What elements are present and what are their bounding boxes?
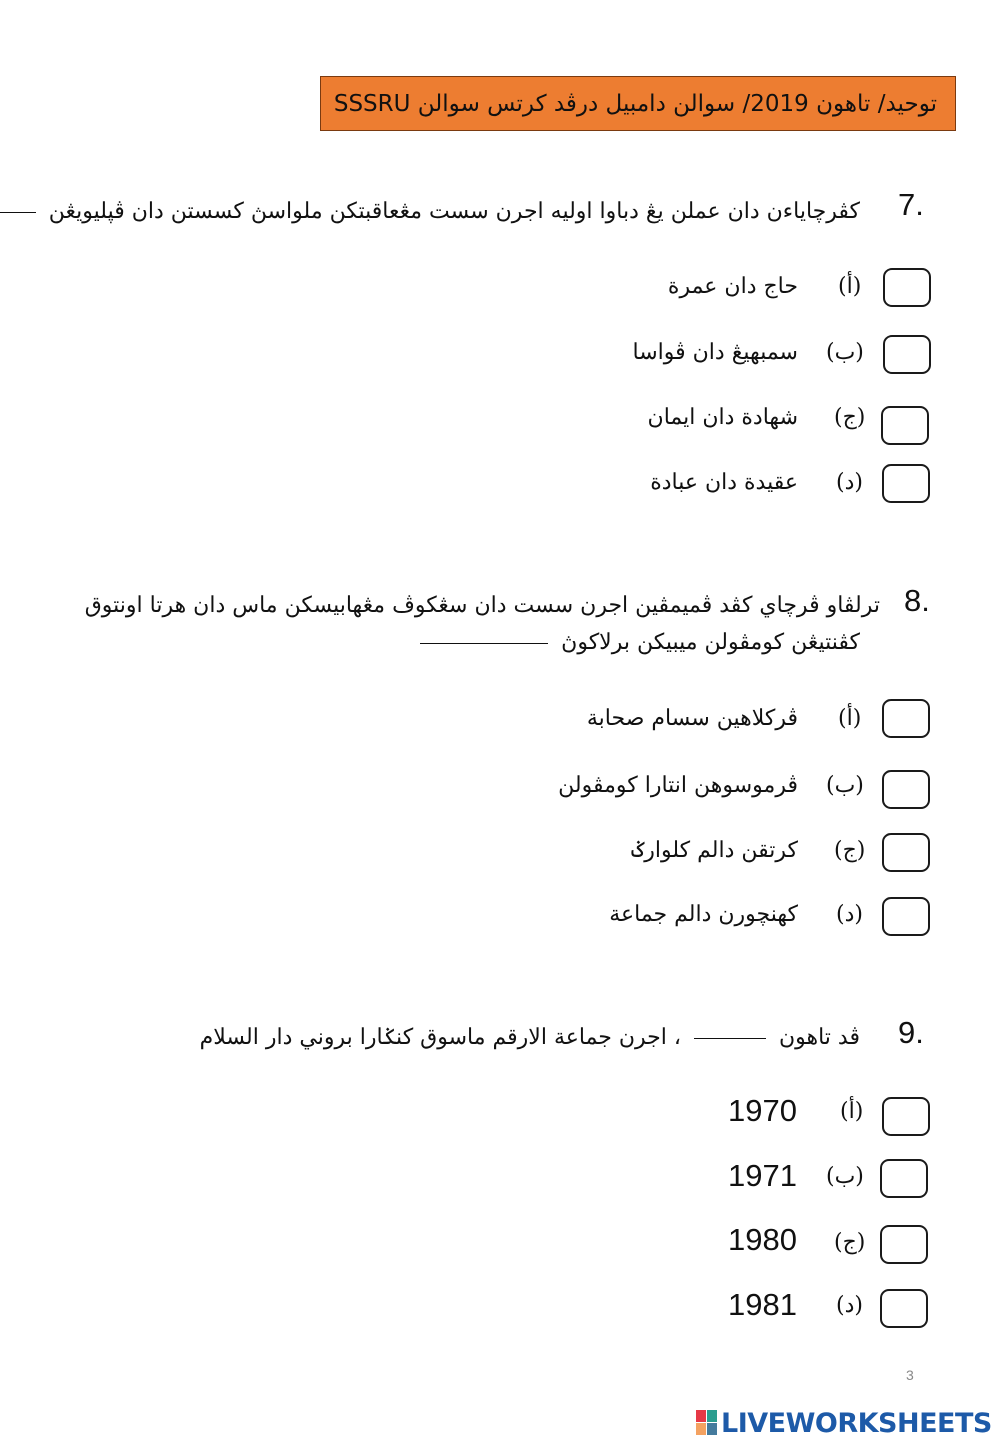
question-8-line-2	[420, 627, 860, 659]
question-8-line-2-text: كڤنتيڠن كومڤولن ميبيكن برلاكوڽ	[561, 630, 860, 655]
question-9-text-after: ، اجرن جماعة الارقم ماسوق كنݢارا بروني دار السلام	[199, 1025, 681, 1050]
question-9-text	[200, 1022, 860, 1054]
question-9-option-d-checkbox[interactable]	[880, 1289, 928, 1328]
question-7-option-c-text: شهادة دان ايمان	[647, 405, 798, 430]
question-7-option-d-checkbox[interactable]	[882, 464, 930, 503]
question-7-text	[0, 196, 860, 228]
question-9-option-a-checkbox[interactable]	[882, 1097, 930, 1136]
question-9-option-b-text: 1971	[728, 1158, 797, 1193]
question-8-option-d-label: (د)	[836, 902, 863, 927]
question-8-option-d-checkbox[interactable]	[882, 897, 930, 936]
header-title: توحيد/ تاهون 2019/ سوالن دامبيل درڤد كرتس سوالن SSSRU	[333, 90, 937, 117]
question-7-line-1: كڤرچاياءن دان عملن يڠ دباوا اوليه اجرن سست مڠعاقبتكن ملواسڽ كسستن دان ڤپليويڠن	[48, 199, 860, 224]
question-9-option-b-label: (ب)	[826, 1164, 864, 1189]
question-7-option-a-label: (أ)	[838, 274, 862, 299]
question-7-option-b-checkbox[interactable]	[883, 335, 931, 374]
question-7-option-b-text: سمبهيڠ دان ڤواسا	[632, 340, 798, 365]
question-7-option-b-label: (ب)	[826, 340, 864, 365]
question-9-number: 9.	[898, 1015, 924, 1050]
question-8-option-a-text: ڤركلاهين سسام صحابة	[586, 706, 798, 731]
page-number: 3	[906, 1367, 914, 1383]
question-7-number: 7.	[898, 187, 924, 222]
question-9-option-a-text: 1970	[728, 1093, 797, 1128]
question-8-line-1: ترلڤاو ڤرچاي كڤد ڤميمڤين اجرن سست دان سڠكوڤ مڠهابيسكن ماس دان هرتا اونتوق	[84, 593, 880, 618]
question-9-option-a-label: (أ)	[840, 1099, 864, 1124]
liveworksheets-logo	[696, 1406, 992, 1440]
question-7-blank	[0, 211, 36, 213]
question-7-option-a-checkbox[interactable]	[883, 268, 931, 307]
question-9-blank	[694, 1037, 766, 1039]
liveworksheets-logo-icon	[696, 1410, 718, 1436]
question-8-option-a-checkbox[interactable]	[882, 699, 930, 738]
question-9-option-d-text: 1981	[728, 1287, 797, 1322]
worksheet-header	[320, 76, 956, 131]
question-9-option-c-text: 1980	[728, 1222, 797, 1257]
question-8-option-b-label: (ب)	[826, 773, 864, 798]
question-9-option-d-label: (د)	[836, 1293, 863, 1318]
question-8-option-c-label: (ج)	[834, 838, 866, 863]
question-7-option-d-label: (د)	[836, 470, 863, 495]
question-7-option-a-text: حاج دان عمرة	[667, 274, 798, 299]
question-8-option-d-text: كهنچورن دالم جماعة	[609, 902, 798, 927]
liveworksheets-logo-text: LIVEWORKSHEETS	[721, 1407, 992, 1439]
question-9-option-b-checkbox[interactable]	[880, 1159, 928, 1198]
question-9-option-c-checkbox[interactable]	[880, 1225, 928, 1264]
question-7-option-d-text: عقيدة دان عبادة	[650, 470, 798, 495]
question-9-text-before: ڤد تاهون	[778, 1025, 860, 1050]
question-8-option-b-text: ڤرموسوهن انتارا كومڤولن	[558, 773, 798, 798]
question-7-option-c-checkbox[interactable]	[881, 406, 929, 445]
question-8-blank	[420, 642, 548, 644]
question-8-option-c-checkbox[interactable]	[882, 833, 930, 872]
question-9-option-c-label: (ج)	[834, 1230, 866, 1255]
question-7-option-c-label: (ج)	[834, 405, 866, 430]
question-8-option-b-checkbox[interactable]	[882, 770, 930, 809]
question-8-number: 8.	[904, 583, 930, 618]
question-8-option-a-label: (أ)	[838, 706, 862, 731]
question-8-option-c-text: كرتقن دالم كلوارݢ	[631, 838, 798, 863]
